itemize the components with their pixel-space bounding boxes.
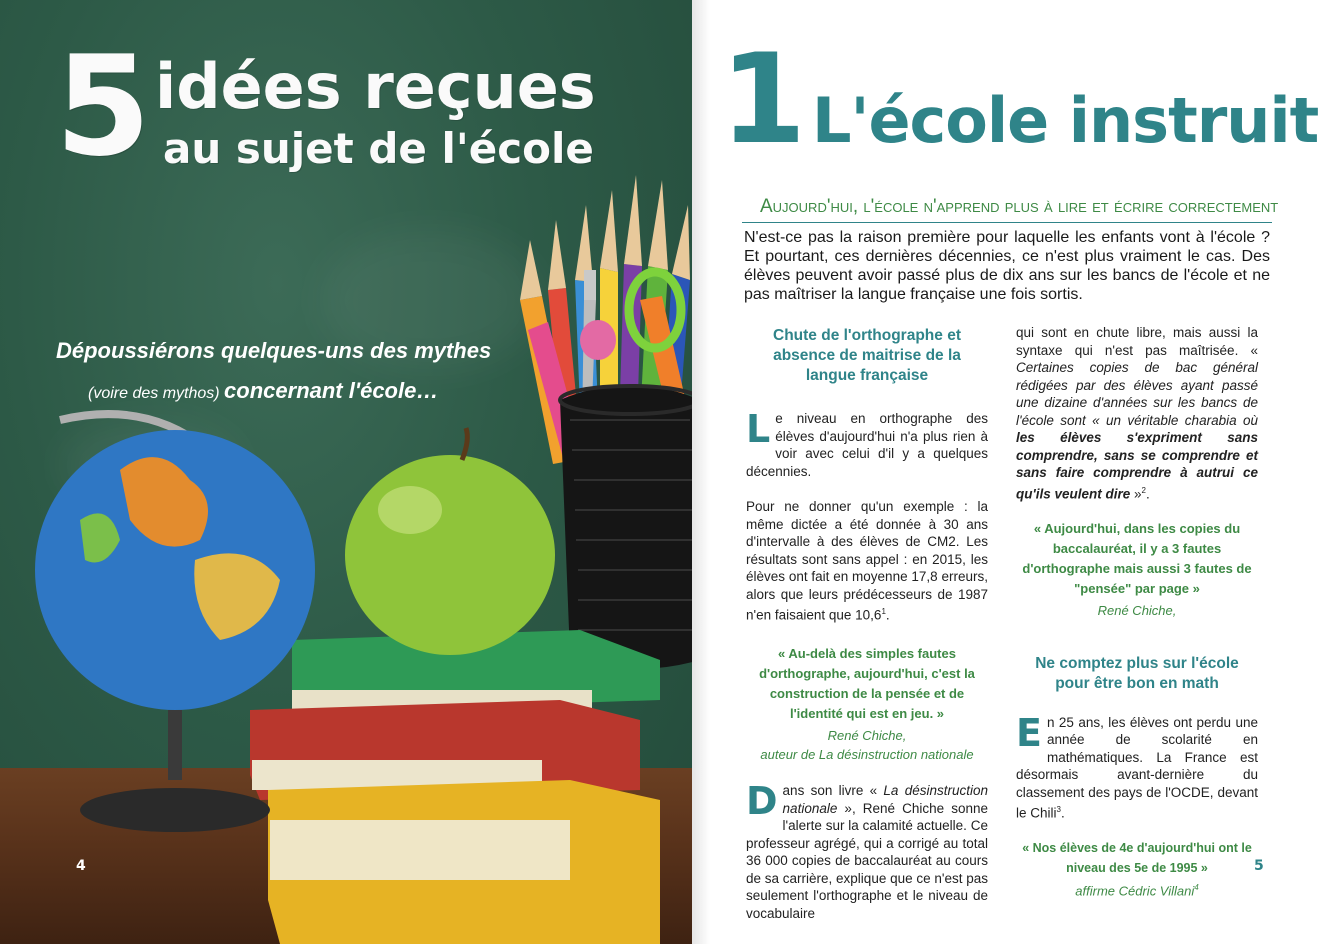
paragraph-text: qui sont en chute libre, mais aussi la syntaxe qui n'est pas maîtrisée. « [1016, 325, 1258, 358]
pull-quote-2: « Aujourd'hui, dans les copies du baccalauréat, il y a 3 fautes d'orthographe mais aussi 3 fautes de "pensée" par page » [1022, 520, 1252, 596]
quoted-emphasis: les élèves s'expriment sans comprendre, sans se comprendre et sans faire comprendre à autrui ce qu'ils veulent dire [1016, 430, 1258, 501]
title-line2: au sujet de l'école [163, 124, 594, 173]
kicker-heading: Aujourd'hui, l'école n'apprend plus à lire et écrire correctement [760, 196, 1279, 217]
green-apple [345, 428, 555, 655]
right-page [692, 0, 1324, 944]
page-number-right: 5 [1254, 858, 1264, 874]
pencil-cup [560, 385, 692, 669]
quoted-text: Certaines copies de bac général rédigées par des élèves ayant passé une dizaine d'années sur les bancs de l'école sont « un véritable charabia où [1016, 360, 1258, 428]
footnote-ref: 2 [1141, 485, 1146, 495]
intro-paragraph: N'est-ce pas la raison première pour laquelle les enfants vont à l'école ? Et pourtant, ces dernières décennies, ce n'est plus vraiment le cas. Des élèves peuvent avoir passé plus de dix ans sur les bancs de l'école et ne pas maîtriser la langue française une fois sortis. [744, 229, 1270, 303]
title-number: 5 [55, 26, 148, 187]
quote-author: René Chiche, [827, 728, 907, 743]
paragraph-text: n 25 ans, les élèves ont perdu une année de scolarité en mathématiques. La France est désormais avant-dernière du classement des pays de l'OCDE, devant le Chili [1016, 714, 1258, 821]
dropcap: E [1016, 710, 1042, 755]
chapter-title: L'école instruit [812, 84, 1319, 157]
chapter-number: 1 [720, 28, 807, 172]
dropcap: L [746, 407, 771, 451]
column-1 [746, 326, 988, 922]
pull-quote-1: « Au-delà des simples fautes d'orthographe, aujourd'hui, c'est la construction de la pensée et de l'identité qui est en jeu. » [759, 646, 975, 721]
quote-author-name: affirme Cédric Villani [1075, 883, 1195, 899]
quote-author [1016, 878, 1258, 900]
col1-paragraph-3 [746, 779, 989, 922]
paragraph-text: », René Chiche sonne l'alerte sur la calamité actuelle. Ce professeur agrégé, qui a corrigé au total 36 000 copies de baccalauréat au cours de sa carrière, explique que ce n'est pas seulement l'orthographe et le niveau de vocabulaire [746, 800, 988, 921]
subtitle-line1: Dépoussiérons quelques-uns des mythes [56, 338, 492, 363]
paragraph-text: e niveau en orthographe des élèves d'aujourd'hui n'a plus rien à voir avec celui d'il y a quelques décennies. [746, 411, 988, 479]
title-line1: idées reçues [155, 50, 596, 123]
footnote-ref: 1 [881, 607, 886, 616]
paragraph-text: » [1130, 486, 1142, 501]
section-title-orthographe: Chute de l'orthographe et absence de maitrise de la langue française [773, 327, 961, 384]
subtitle-large: concernant l'école… [224, 378, 439, 403]
pull-quote-3: « Nos élèves de 4e d'aujourd'hui ont le niveau des 5e de 1995 » [1022, 841, 1252, 875]
paragraph-text: Pour ne donner qu'un exemple : la même dictée a été donnée à 30 ans d'intervalle à des élèves de CM2. Les résultats sont sans appel : en 2015, les élèves ont fait en moyenne 17,8 erreurs, alors que leurs prédécesseurs de 1987 n'en faisaient que 10,6 [746, 499, 988, 623]
footnote-ref: 3 [1056, 805, 1061, 814]
paragraph-end: . [1145, 486, 1150, 501]
page-gutter-shadow [692, 0, 710, 944]
page-number-left: 4 [76, 858, 86, 874]
quote-source: auteur de La désinstruction nationale [760, 747, 974, 762]
subtitle-small: (voire des mythos) [88, 385, 220, 402]
column-2 [1016, 324, 1258, 900]
col2-paragraph-2 [1016, 710, 1258, 823]
book-stack [250, 630, 660, 944]
book-title: La désinstruction nationale [782, 783, 989, 816]
kicker-rule [742, 222, 1272, 223]
col1-paragraph-1 [746, 407, 988, 480]
col2-paragraph-1 [1016, 324, 1258, 503]
paragraph-end: . [1060, 805, 1065, 821]
paragraph-text: ans son livre « [782, 783, 884, 798]
col1-paragraph-2 [746, 498, 988, 624]
paragraph-end: . [885, 607, 890, 623]
footnote-ref: 4 [1194, 883, 1199, 892]
dropcap: D [746, 779, 778, 823]
section-title-math: Ne comptez plus sur l'école pour être bon en math [1035, 654, 1239, 692]
quote-author: René Chiche, [1097, 602, 1177, 618]
